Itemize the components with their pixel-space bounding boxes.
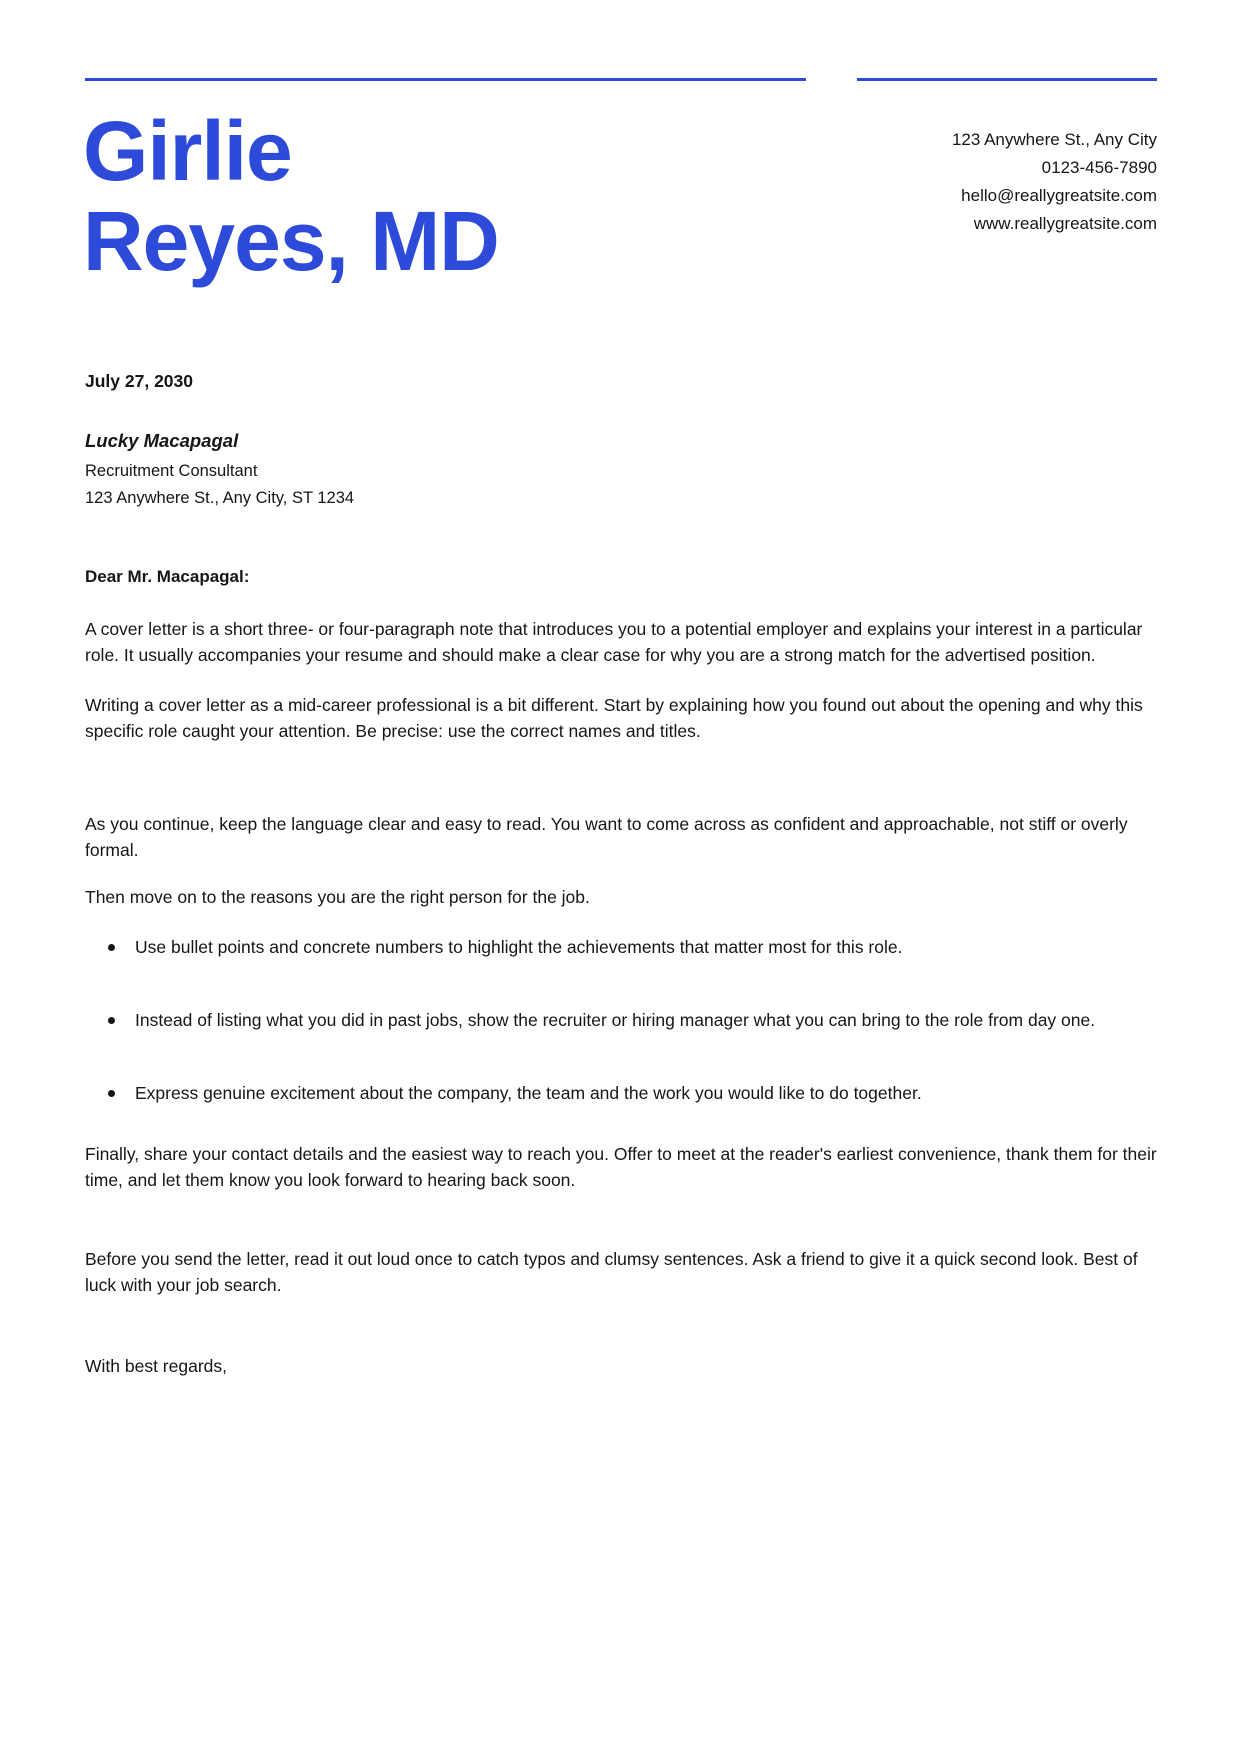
bullet-item [85, 934, 1157, 960]
bullet-dot-icon [108, 944, 115, 951]
paragraph-1: A cover letter is a short three- or four-paragraph note that introduces you to a potential employer and explains your interest in a particular role. It usually accompanies your resume and should make a clear case for why you are a strong match for the advertised position. [85, 619, 1143, 665]
contact-website: www.reallygreatsite.com [973, 214, 1157, 233]
bullet-dot-icon [108, 1090, 115, 1097]
bullet-text: Instead of listing what you did in past jobs, show the recruiter or hiring manager what you can bring to the role from day one. [135, 1010, 1096, 1030]
paragraph-2: Writing a cover letter as a mid-career professional is a bit different. Start by explaining how you found out about the opening and why this specific role caught your attention. Be precise: use the correct names and titles. [85, 695, 1143, 741]
bullet-text: Express genuine excitement about the company, the team and the work you would like to do together. [135, 1083, 922, 1103]
contact-address: 123 Anywhere St., Any City [951, 130, 1157, 149]
paragraph-3: As you continue, keep the language clear and easy to read. You want to come across as confident and approachable, not stiff or overly formal. [85, 814, 1128, 860]
closing-paragraph-2: Before you send the letter, read it out loud once to catch typos and clumsy sentences. Ask a friend to give it a quick second look. Best of luck with your job search. [85, 1249, 1138, 1295]
name-line-1: Girlie [83, 104, 292, 198]
bullet-dot-icon [108, 1017, 115, 1024]
bullet-list [85, 934, 1157, 1106]
header-rule-right [857, 78, 1157, 81]
recipient-name: Lucky Macapagal [85, 430, 239, 451]
closing-paragraph-1: Finally, share your contact details and the easiest way to reach you. Offer to meet at the reader's earliest convenience, thank them for their time, and let them know you look forward to hearing back soon. [85, 1144, 1157, 1190]
contact-email: hello@reallygreatsite.com [961, 186, 1157, 205]
contact-phone: 0123-456-7890 [1041, 158, 1157, 177]
applicant-name [83, 106, 499, 286]
header-rule-left [85, 78, 806, 81]
bullet-item [85, 1007, 1157, 1033]
bullet-text: Use bullet points and concrete numbers to highlight the achievements that matter most for this role. [135, 937, 903, 957]
contact-block [952, 126, 1157, 238]
signoff: With best regards, [85, 1356, 227, 1376]
name-line-2: Reyes, MD [83, 194, 499, 288]
salutation: Dear Mr. Macapagal: [85, 567, 250, 586]
recipient-address: 123 Anywhere St., Any City, ST 1234 [85, 489, 355, 507]
paragraph-4: Then move on to the reasons you are the right person for the job. [85, 887, 590, 907]
bullet-item [85, 1080, 1157, 1106]
recipient-title: Recruitment Consultant [85, 462, 258, 480]
letter-date: July 27, 2030 [85, 371, 193, 391]
letter-body [85, 368, 1157, 1379]
